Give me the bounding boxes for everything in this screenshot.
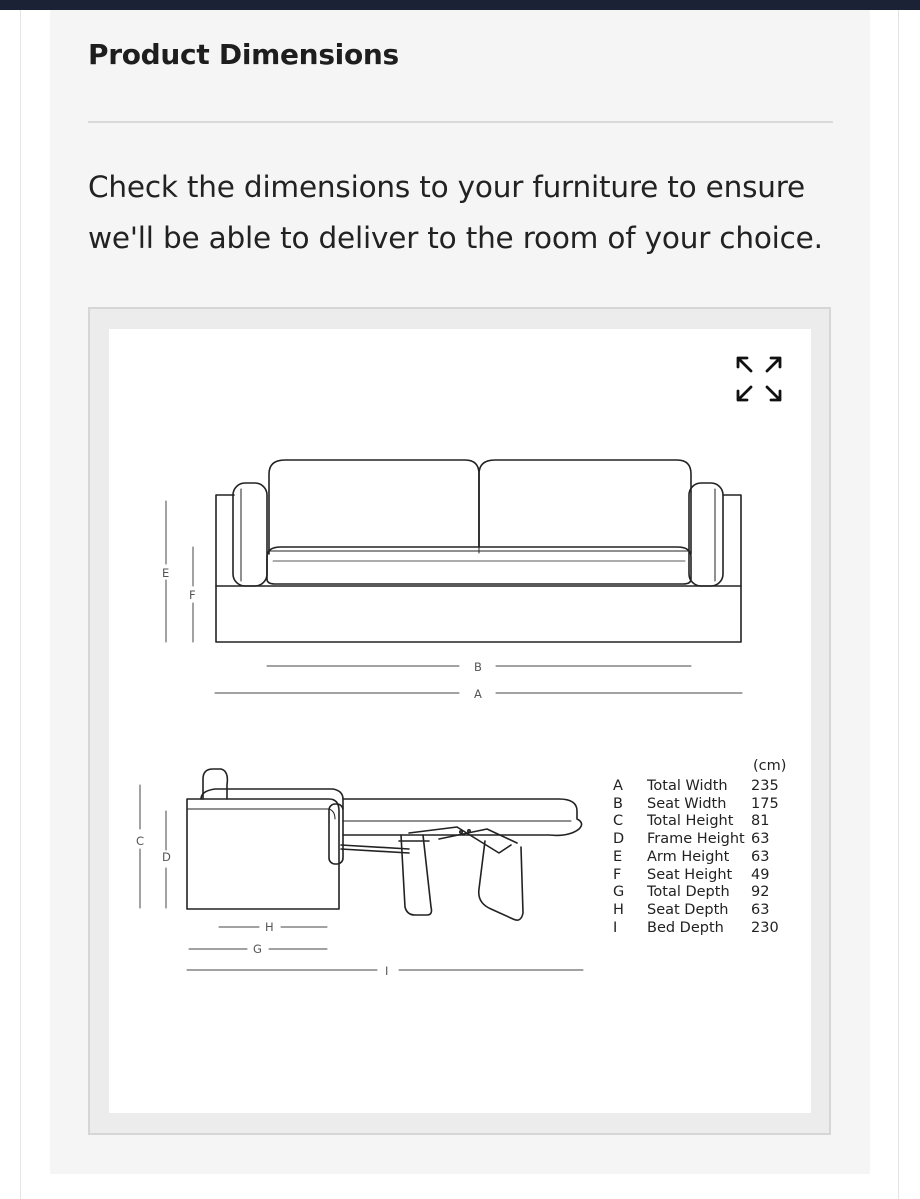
sofa-front-view [216, 460, 741, 642]
dimension-name: Total Height [647, 813, 734, 830]
dimension-name: Bed Depth [647, 919, 724, 936]
dimension-key: H [613, 901, 624, 918]
dimension-value: 92 [751, 884, 770, 901]
sofa-side-view [187, 769, 582, 920]
dimension-key: G [613, 884, 625, 901]
label-G: G [253, 942, 262, 956]
label-A: A [474, 687, 482, 701]
dimension-name: Seat Height [647, 866, 733, 883]
dimension-key: A [613, 778, 623, 794]
label-D: D [162, 850, 171, 864]
dimensions-diagram[interactable] [109, 329, 811, 1113]
label-B: B [474, 660, 482, 674]
sofa-line-drawing [109, 329, 811, 1113]
dimension-key: I [613, 919, 618, 936]
dimension-key: D [613, 831, 625, 848]
product-dimensions-section [50, 10, 870, 1174]
dimension-name: Seat Depth [647, 901, 729, 918]
expand-arrows-icon[interactable] [731, 351, 787, 407]
dimensions-image-frame [88, 307, 831, 1135]
label-I: I [385, 964, 389, 978]
dimension-value: 235 [751, 778, 779, 794]
top-nav-bar [0, 0, 920, 10]
page-edge-left [20, 10, 21, 1199]
dimension-name: Total Depth [647, 884, 730, 901]
section-title: Product Dimensions [88, 38, 399, 71]
dimension-key: B [613, 795, 623, 812]
dimension-value: 63 [751, 901, 770, 918]
label-C: C [136, 834, 145, 848]
label-E: E [162, 566, 170, 580]
dimension-name: Seat Width [647, 795, 727, 812]
unit-label: (cm) [753, 758, 787, 774]
page-edge-right [898, 10, 899, 1199]
intro-text: Check the dimensions to your furniture to ensure we'll be able to deliver to the room of your choice. [88, 170, 823, 255]
dimension-name: Arm Height [647, 848, 730, 865]
dimension-name: Frame Height [647, 831, 745, 848]
dimension-key: C [613, 813, 624, 830]
section-divider [88, 121, 833, 123]
dimension-value: 63 [751, 831, 770, 848]
dimension-value: 63 [751, 848, 770, 865]
dimension-value: 175 [751, 795, 779, 812]
dimension-key: F [613, 866, 622, 883]
label-F: F [189, 588, 196, 602]
label-H: H [265, 920, 274, 934]
dimension-name: Total Width [647, 778, 728, 794]
dimension-key: E [613, 848, 623, 865]
dimension-value: 81 [751, 813, 770, 830]
dimension-value: 49 [751, 866, 770, 883]
dimension-value: 230 [751, 919, 779, 936]
